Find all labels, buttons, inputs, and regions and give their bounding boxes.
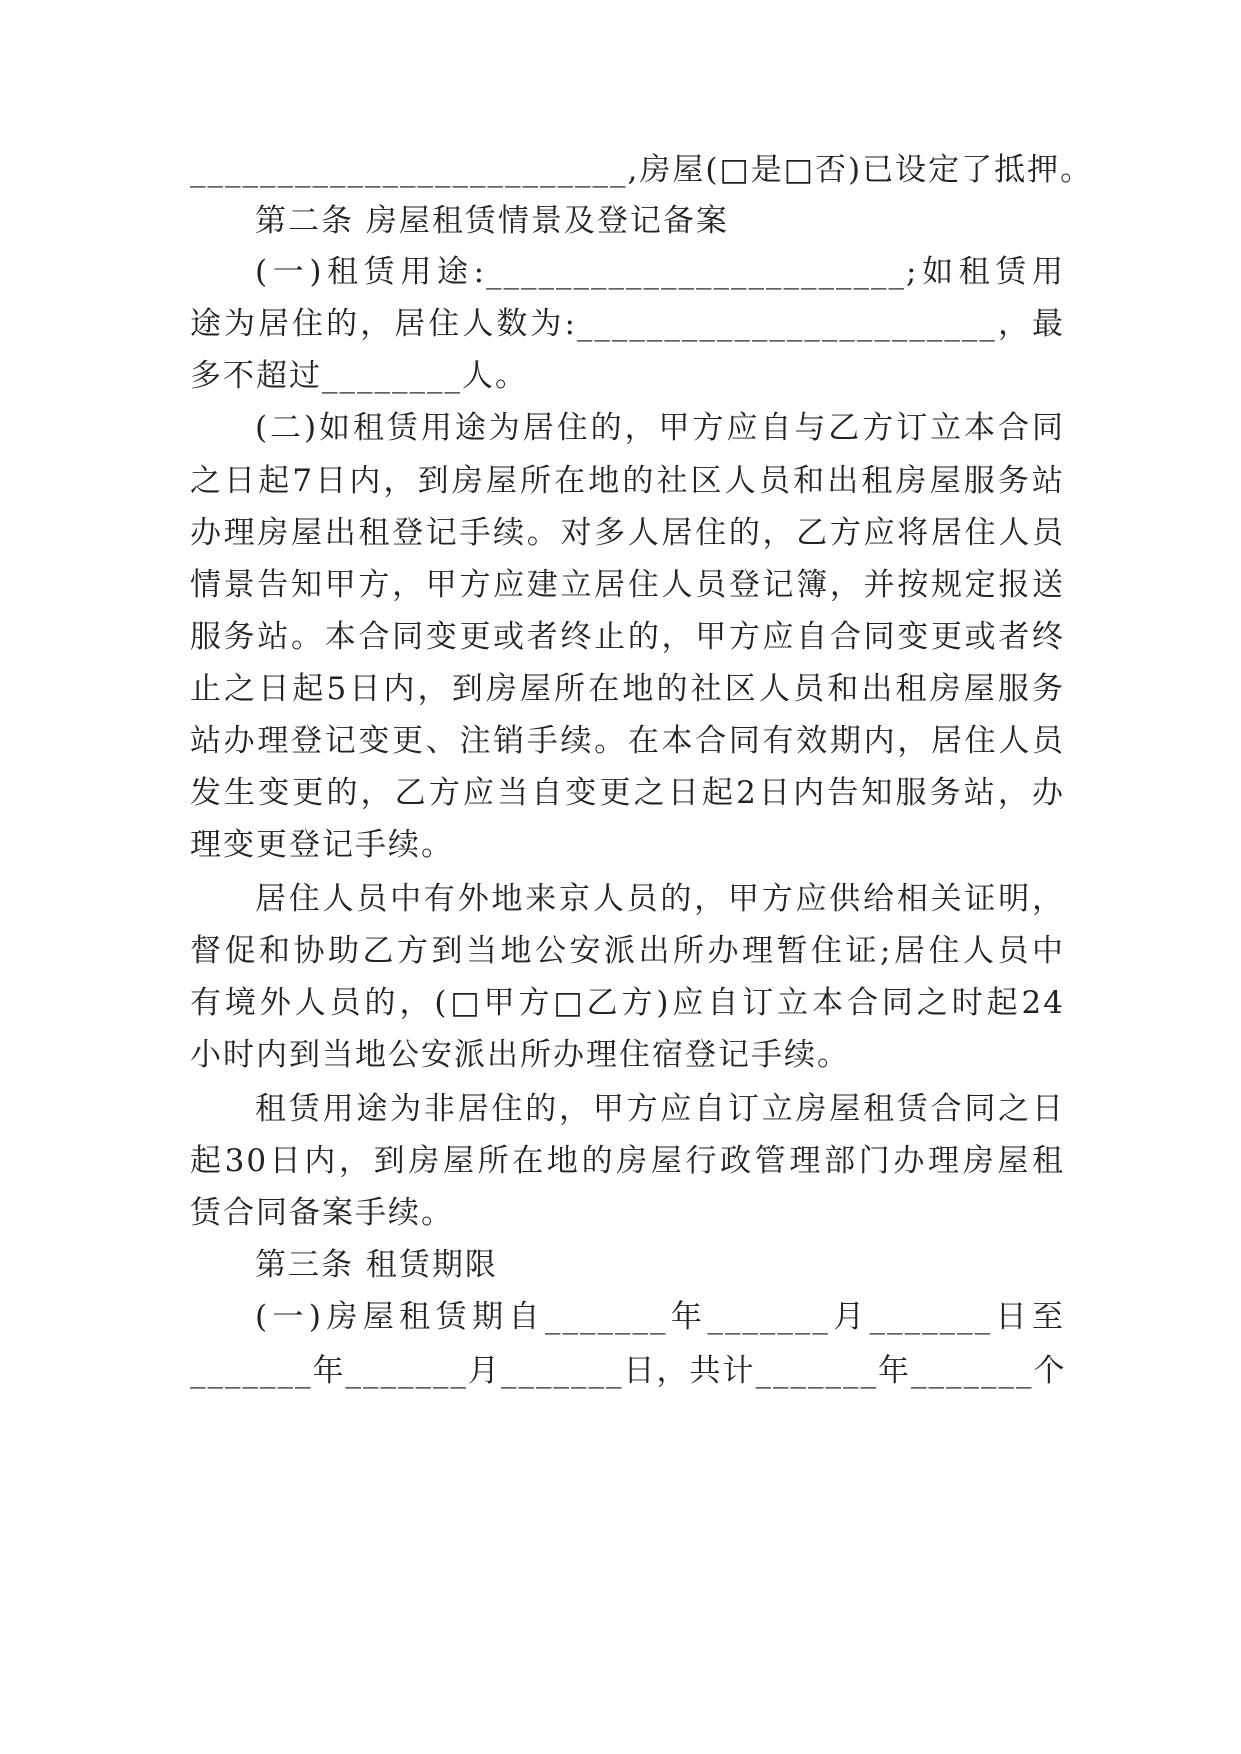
text-line: 租赁用途为非居住的，甲方应自订立房屋租赁合同之日 [255,1091,1065,1127]
text-line: 途为居住的，居住人数为:________________________，最 [190,306,1065,342]
text-line: _______年_______月_______日，共计_______年_______个 [190,1353,1067,1389]
section-heading-article-2: 第二条 房屋租赁情景及登记备案 [255,203,729,239]
text-line-mortgage: _________________________,房屋(□是□否)已设定了抵押。 [190,152,1094,188]
text-line: 止之日起5日内，到房屋所在地的社区人员和出租房屋服务 [190,671,1065,707]
text-line: (一)租赁用途:________________________;如租赁用 [255,254,1065,290]
text-line: 之日起7日内，到房屋所在地的社区人员和出租房屋服务站 [190,463,1065,499]
text-line: 站办理登记变更、注销手续。在本合同有效期内，居住人员 [190,723,1065,759]
text-line: 办理房屋出租登记手续。对多人居住的，乙方应将居住人员 [190,515,1065,551]
text-line: 多不超过________人。 [190,358,528,394]
text-line: (一)房屋租赁期自_______年_______月_______日至 [255,1299,1065,1335]
text-line: 居住人员中有外地来京人员的，甲方应供给相关证明， [255,881,1065,917]
text-line: 起30日内，到房屋所在地的房屋行政管理部门办理房屋租 [190,1143,1065,1179]
text-line: 理变更登记手续。 [190,827,454,863]
text-line: 督促和协助乙方到当地公安派出所办理暂住证;居住人员中 [190,933,1065,969]
section-heading-article-3: 第三条 租赁期限 [255,1247,498,1283]
text-line: 有境外人员的，(□甲方□乙方)应自订立本合同之时起24 [190,985,1065,1021]
text-line: 情景告知甲方，甲方应建立居住人员登记簿，并按规定报送 [190,567,1065,603]
text-line: 小时内到当地公安派出所办理住宿登记手续。 [190,1037,850,1073]
text-line: 发生变更的，乙方应当自变更之日起2日内告知服务站，办 [190,775,1065,811]
text-line: (二)如租赁用途为居住的，甲方应自与乙方订立本合同 [255,410,1065,446]
text-line: 赁合同备案手续。 [190,1195,454,1231]
text-line: 服务站。本合同变更或者终止的，甲方应自合同变更或者终 [190,619,1065,655]
